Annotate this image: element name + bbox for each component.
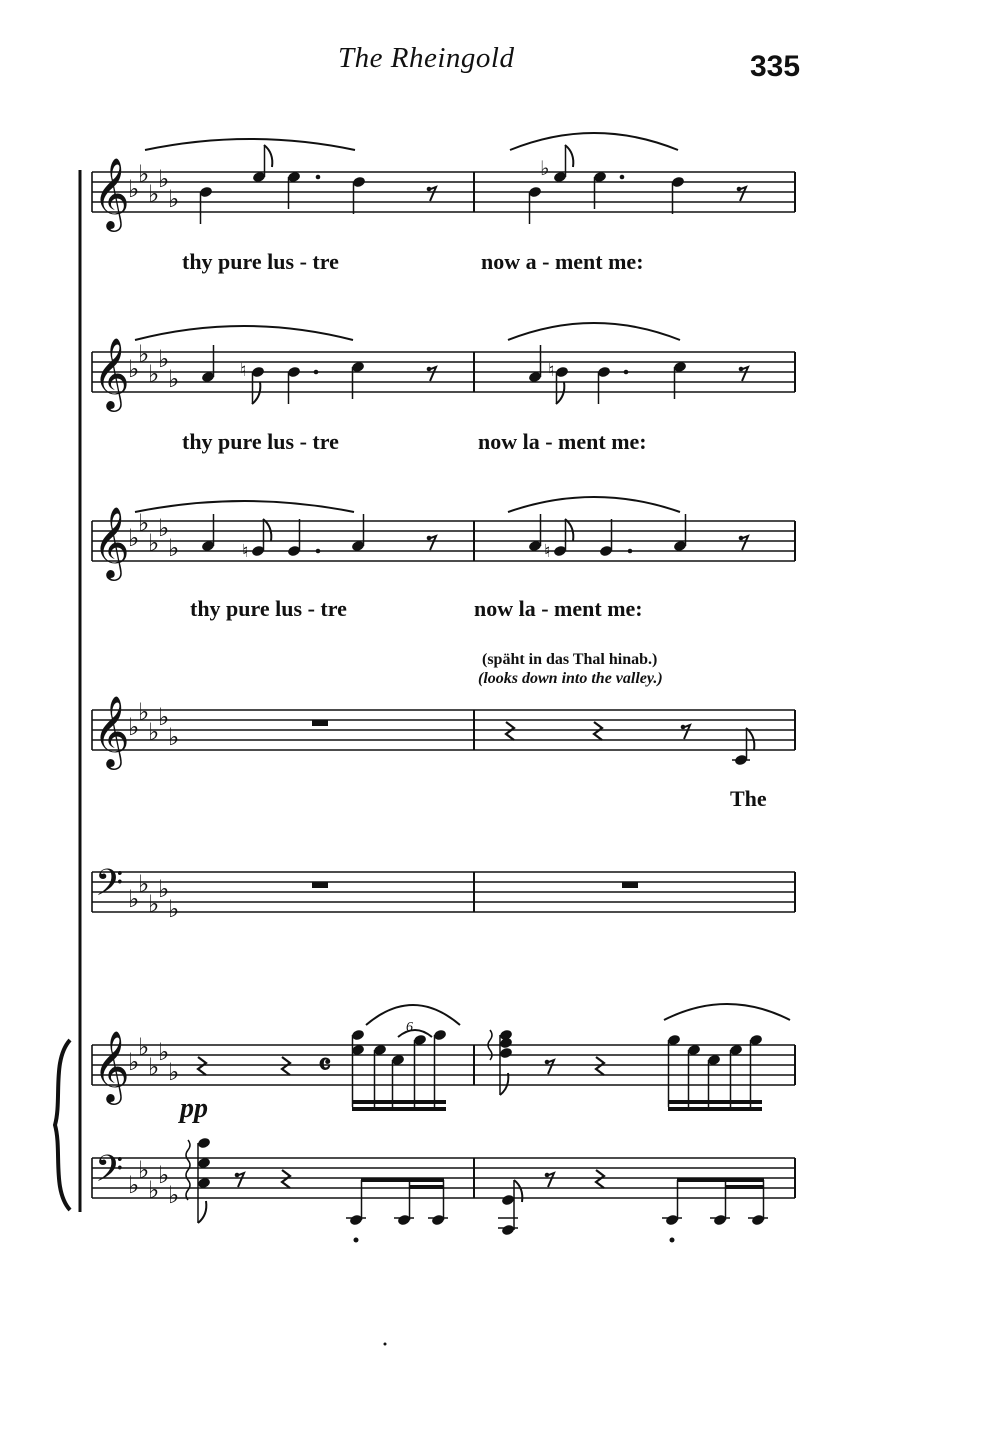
bass-clef-icon: 𝄢: [95, 1148, 124, 1199]
augmentation-dot: [316, 549, 321, 554]
lyric-voice2-m2: now la - ment me:: [478, 429, 647, 454]
flat-icon: ♭: [168, 895, 180, 923]
slur: [664, 1004, 790, 1020]
whole-rest-icon: [312, 882, 328, 888]
beam: [352, 1100, 446, 1104]
beam: [361, 1178, 444, 1182]
stage-direction-german: (späht in das Thal hinab.): [482, 651, 658, 668]
lyric-voice3-m2: now la - ment me:: [474, 596, 643, 621]
flat-icon: ♭: [168, 723, 180, 751]
quarter-rest-icon: [596, 1057, 604, 1075]
natural-icon: ♮: [548, 360, 555, 381]
treble-clef-icon: 𝄞: [93, 336, 130, 409]
flat-icon: ♭: [158, 875, 170, 903]
quarter-rest-icon: [282, 1057, 290, 1075]
slur: [145, 139, 355, 150]
augmentation-dot: [316, 175, 321, 180]
staccato-dot: [670, 1238, 675, 1243]
flat-icon: ♭: [138, 340, 150, 368]
quarter-rest-icon: [506, 722, 514, 740]
flat-icon: ♭: [158, 703, 170, 731]
slur: [510, 133, 678, 150]
flat-icon: ♭: [128, 1171, 140, 1199]
flat-icon: ♭: [540, 156, 550, 180]
flat-icon: ♭: [148, 360, 160, 388]
flat-icon: ♭: [158, 345, 170, 373]
flat-icon: ♭: [138, 509, 150, 537]
treble-clef-icon: 𝄞: [93, 156, 130, 229]
augmentation-dot: [628, 549, 633, 554]
flat-icon: ♭: [138, 1033, 150, 1061]
dynamic-marking: pp: [180, 1093, 208, 1124]
bass-clef-icon: 𝄢: [95, 862, 124, 913]
lyric-voice3-m1: thy pure lus - tre: [190, 596, 347, 621]
flat-icon: ♭: [148, 180, 160, 208]
flat-icon: ♭: [128, 175, 140, 203]
eighth-rest-dot: [235, 1173, 240, 1178]
treble-clef-icon: 𝄞: [93, 694, 130, 767]
flat-icon: ♭: [148, 890, 160, 918]
flat-icon: ♭: [128, 1048, 140, 1076]
beam: [668, 1107, 762, 1111]
slur: [135, 501, 354, 512]
beam: [409, 1185, 444, 1189]
flat-icon: ♭: [148, 1176, 160, 1204]
treble-clef-icon: 𝄞: [93, 505, 130, 578]
note-flag: [500, 1073, 508, 1095]
whole-rest-icon: [622, 882, 638, 888]
flat-icon: ♭: [128, 355, 140, 383]
flat-icon: ♭: [158, 1161, 170, 1189]
slur: [508, 497, 680, 512]
flat-icon: ♭: [168, 365, 180, 393]
augmentation-dot: [624, 370, 629, 375]
note-flag: [198, 1201, 206, 1223]
slur: [508, 323, 680, 340]
beam: [352, 1107, 446, 1111]
natural-icon: ♮: [240, 360, 247, 381]
beam: [668, 1100, 762, 1104]
quarter-rest-icon: [594, 722, 602, 740]
flat-icon: ♭: [138, 1156, 150, 1184]
flat-icon: ♭: [158, 165, 170, 193]
flat-icon: ♭: [138, 698, 150, 726]
flat-icon: ♭: [168, 1181, 180, 1209]
notehead: [501, 1224, 515, 1237]
eighth-rest-dot: [545, 1173, 550, 1178]
eighth-rest-dot: [427, 536, 432, 541]
flat-icon: ♭: [148, 1053, 160, 1081]
flat-icon: ♭: [128, 713, 140, 741]
eighth-rest-dot: [739, 536, 744, 541]
eighth-rest-dot: [545, 1060, 550, 1065]
eighth-rest-dot: [737, 187, 742, 192]
augmentation-dot: [620, 175, 625, 180]
flat-icon: ♭: [158, 514, 170, 542]
flat-icon: ♭: [128, 885, 140, 913]
treble-clef-icon: 𝄞: [93, 1029, 130, 1102]
staccato-dot: [354, 1238, 359, 1243]
common-time-icon: 𝄴: [318, 1048, 332, 1083]
quarter-rest-icon: [282, 1170, 290, 1188]
flat-icon: ♭: [138, 870, 150, 898]
lyric-voice1-m1: thy pure lus - tre: [182, 249, 339, 274]
beam: [725, 1185, 764, 1189]
eighth-rest-dot: [681, 725, 686, 730]
notehead: [197, 1137, 211, 1150]
slur: [398, 1030, 432, 1037]
lyric-voice4-m2: The: [730, 786, 767, 811]
flat-icon: ♭: [168, 185, 180, 213]
eighth-rest-dot: [427, 187, 432, 192]
notehead: [499, 1047, 513, 1060]
whole-rest-icon: [312, 720, 328, 726]
quarter-rest-icon: [198, 1057, 206, 1075]
tuplet-number: 6: [406, 1020, 413, 1035]
slur: [135, 326, 353, 340]
piano-brace-icon: [55, 1040, 70, 1210]
natural-icon: ♮: [242, 541, 249, 562]
flat-icon: ♭: [168, 534, 180, 562]
flat-icon: ♭: [158, 1038, 170, 1066]
natural-icon: ♮: [544, 541, 551, 562]
quarter-rest-icon: [596, 1170, 604, 1188]
flat-icon: ♭: [128, 524, 140, 552]
beam: [677, 1178, 764, 1182]
arpeggio-icon: [186, 1140, 190, 1200]
lyric-voice2-m1: thy pure lus - tre: [182, 429, 339, 454]
flat-icon: ♭: [168, 1058, 180, 1086]
flat-icon: ♭: [148, 718, 160, 746]
eighth-rest-dot: [739, 367, 744, 372]
notehead: [501, 1194, 515, 1207]
page-title: The Rheingold: [338, 42, 515, 74]
stage-direction-english: (looks down into the valley.): [478, 670, 663, 687]
notehead: [499, 1037, 513, 1050]
flat-icon: ♭: [148, 529, 160, 557]
flat-icon: ♭: [138, 160, 150, 188]
lyric-voice1-m2: now a - ment me:: [481, 249, 644, 274]
print-speck: [384, 1343, 387, 1346]
augmentation-dot: [314, 370, 319, 375]
slur: [366, 1005, 460, 1025]
page-number: 335: [750, 50, 801, 83]
eighth-rest-dot: [427, 367, 432, 372]
